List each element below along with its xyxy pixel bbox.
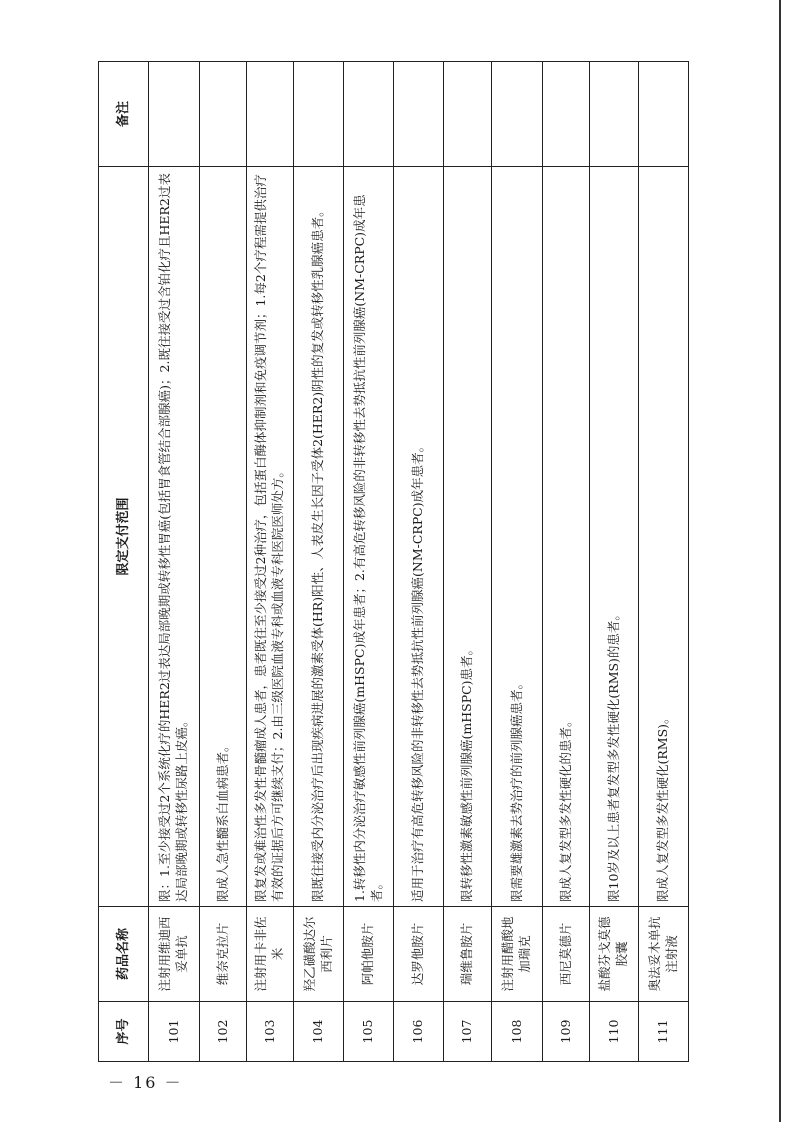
header-name: 药品名称 (99, 907, 149, 1002)
cell-seq: 111 (639, 1002, 689, 1062)
cell-name: 西尼莫德片 (543, 907, 590, 1002)
table-row (344, 62, 394, 1062)
cell-scope: 1.转移性内分泌治疗敏感性前列腺癌(mHSPC)成年患者；2.有高危转移风险的非转移性去势抵抗性前列腺癌(NM-CRPC)成年患者。 (344, 167, 394, 907)
page-edge-line (779, 0, 781, 1122)
table-row (590, 62, 639, 1062)
cell-name: 奥法妥木单抗注射液 (639, 907, 689, 1002)
cell-scope: 限成人复发型多发性硬化的患者。 (543, 167, 590, 907)
table-row (149, 62, 200, 1062)
cell-name: 注射用醋酸地加瑞克 (492, 907, 543, 1002)
cell-remark (492, 62, 543, 167)
cell-scope: 限既往接受内分泌治疗后出现疾病进展的激素受体(HR)阳性、人表皮生长因子受体2(HER2)阴性的复发或转移性乳腺癌患者。 (294, 167, 344, 907)
cell-seq: 107 (444, 1002, 492, 1062)
header-remark: 备注 (99, 62, 149, 167)
table-row (639, 62, 689, 1062)
cell-seq: 104 (294, 1002, 344, 1062)
table-row (543, 62, 590, 1062)
cell-seq: 102 (200, 1002, 247, 1062)
cell-name: 维奈克拉片 (200, 907, 247, 1002)
rotated-table-container (98, 62, 688, 1062)
cell-seq: 109 (543, 1002, 590, 1062)
table-row (294, 62, 344, 1062)
cell-remark (149, 62, 200, 167)
cell-scope: 适用于治疗有高危转移风险的非转移性去势抵抗性前列腺癌(NM-CRPC)成年患者。 (394, 167, 444, 907)
table-row (444, 62, 492, 1062)
cell-name: 注射用维迪西妥单抗 (149, 907, 200, 1002)
cell-name: 阿帕他胺片 (344, 907, 394, 1002)
table-row (247, 62, 294, 1062)
table-row (200, 62, 247, 1062)
cell-scope: 限转移性激素敏感性前列腺癌(mHSPC)患者。 (444, 167, 492, 907)
cell-name: 达罗他胺片 (394, 907, 444, 1002)
cell-scope: 限复发或难治性多发性骨髓瘤成人患者，患者既往至少接受过2种治疗，包括蛋白酶体抑制剂和免疫调节剂；1.每2个疗程需提供治疗有效的证据后方可继续支付；2.由三级医院血液专科或血液专科医院医师处方。 (247, 167, 294, 907)
cell-scope: 限成人复发型多发性硬化(RMS)。 (639, 167, 689, 907)
drug-table (98, 61, 689, 1062)
header-scope: 限定支付范围 (99, 167, 149, 907)
cell-remark (394, 62, 444, 167)
table-row (492, 62, 543, 1062)
cell-remark (247, 62, 294, 167)
cell-name: 注射用卡非佐米 (247, 907, 294, 1002)
cell-scope: 限：1.至少接受过2个系统化疗的HER2过表达局部晚期或转移性胃癌(包括胃食管结合部腺癌)；2.既往接受过含铂化疗且HER2过表达局部晚期或转移性尿路上皮癌。 (149, 167, 200, 907)
cell-scope: 限需要雄激素去势治疗的前列腺癌患者。 (492, 167, 543, 907)
cell-seq: 105 (344, 1002, 394, 1062)
table-header-row (99, 62, 149, 1062)
cell-scope: 限成人急性髓系白血病患者。 (200, 167, 247, 907)
cell-seq: 103 (247, 1002, 294, 1062)
cell-seq: 108 (492, 1002, 543, 1062)
cell-remark (200, 62, 247, 167)
page-number: － 16 － (108, 1073, 183, 1092)
cell-name: 瑞维鲁胺片 (444, 907, 492, 1002)
cell-remark (590, 62, 639, 167)
cell-scope: 限10岁及以上患者复发型多发性硬化(RMS)的患者。 (590, 167, 639, 907)
header-seq: 序号 (99, 1002, 149, 1062)
cell-seq: 110 (590, 1002, 639, 1062)
table-row (394, 62, 444, 1062)
cell-name: 羟乙磺酸达尔西利片 (294, 907, 344, 1002)
cell-remark (543, 62, 590, 167)
cell-name: 盐酸芬戈莫德胶囊 (590, 907, 639, 1002)
cell-remark (639, 62, 689, 167)
cell-remark (344, 62, 394, 167)
cell-seq: 106 (394, 1002, 444, 1062)
cell-seq: 101 (149, 1002, 200, 1062)
cell-remark (294, 62, 344, 167)
cell-remark (444, 62, 492, 167)
